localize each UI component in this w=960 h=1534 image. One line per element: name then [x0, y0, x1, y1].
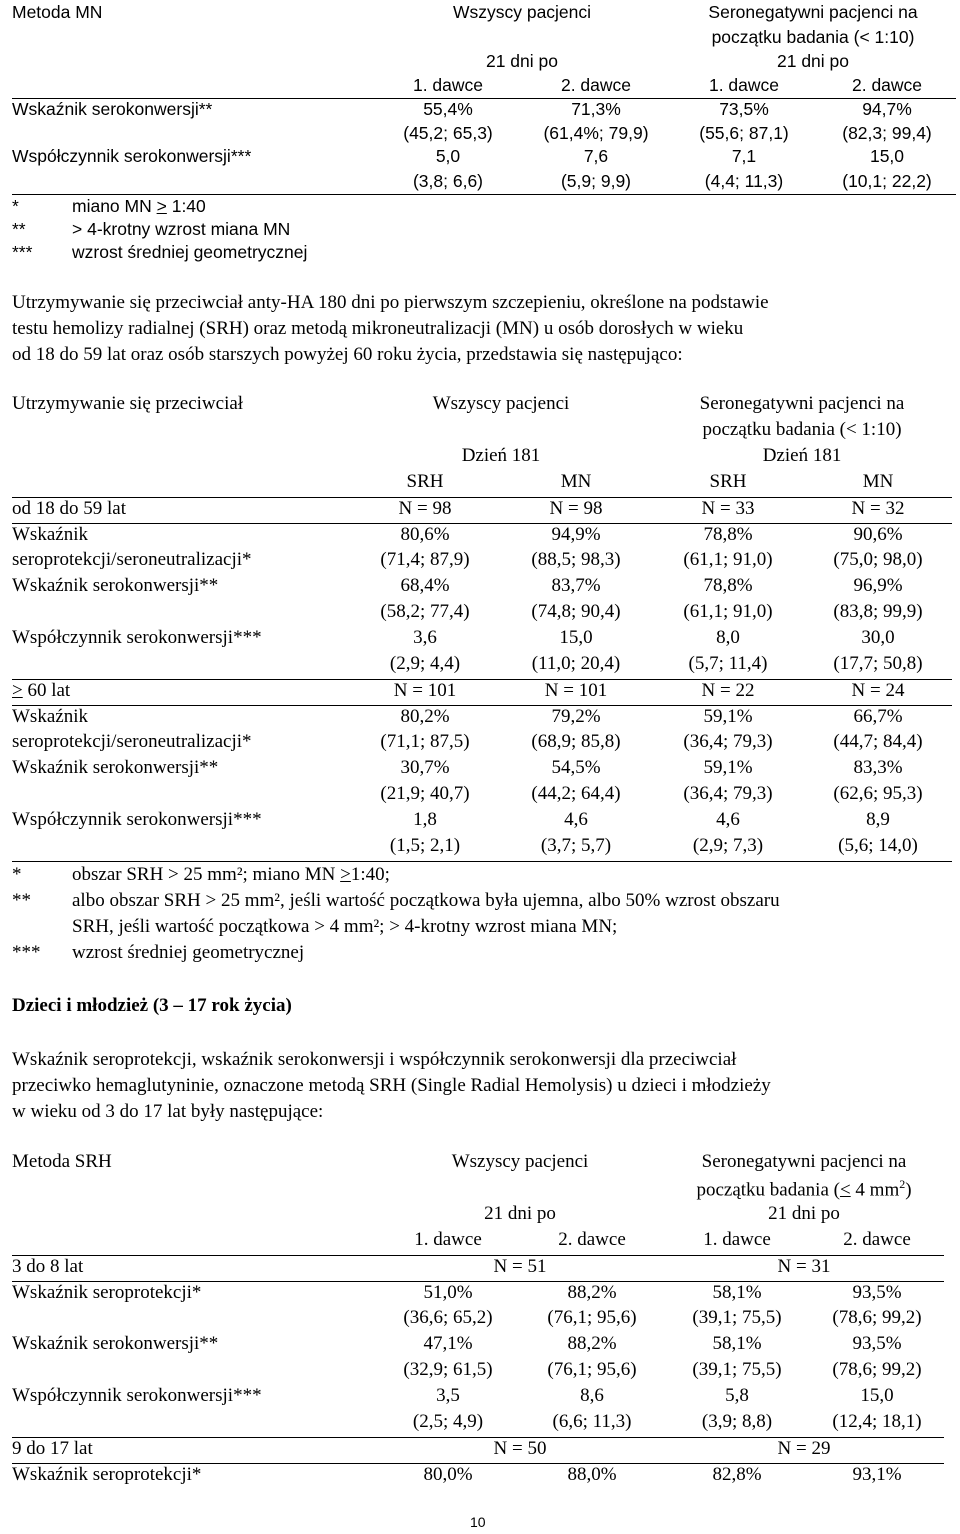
table2-cell: 78,8%: [703, 523, 753, 545]
table2-all-header: Wszyscy pacjenci: [432, 393, 570, 414]
table2-n: N = 22: [652, 679, 804, 705]
table3-ci: (39,1; 75,5): [692, 1359, 782, 1380]
table3-dose2-sero: 2. dawce: [810, 1229, 944, 1255]
table3-row-label: Wskaźnik seroprotekcji*: [12, 1281, 202, 1303]
table2-row-label: Współczynnik serokonwersji***: [12, 809, 262, 830]
table2-row-label: Współczynnik serokonwersji***: [12, 627, 262, 648]
table2-row-label: Wskaźnik: [12, 523, 88, 545]
table2-ci: (5,6; 14,0): [804, 835, 952, 861]
table3-cell: 51,0%: [423, 1281, 473, 1303]
table1-grid: [12, 2, 956, 195]
table1-cell: 94,7%: [862, 98, 912, 119]
table2-day-sero: Dzień 181: [762, 445, 842, 466]
table3-cell: 15,0: [860, 1385, 894, 1406]
table1-ci: (61,4%; 79,9): [543, 123, 649, 143]
table2-ci: (61,1; 91,0): [683, 549, 773, 570]
table3-cell: 82,8%: [712, 1463, 762, 1485]
table2-cell: 59,1%: [703, 757, 753, 778]
table2-cell: 3,6: [413, 627, 437, 648]
table1-cell: 7,6: [583, 146, 609, 166]
table2-sero-header-line2: początku badania (< 1:10): [702, 419, 902, 440]
table2-cell: 80,2%: [400, 705, 450, 727]
table3-ci: (6,6; 11,3): [520, 1411, 664, 1437]
table1-footnote-3: *** wzrost średniej geometrycznej: [12, 242, 308, 262]
table3-n-all: N = 51: [376, 1255, 664, 1281]
table3-days-all: 21 dni po: [484, 1203, 556, 1224]
paragraph-line: przeciwko hemaglutyninie, oznaczone metodą SRH (Single Radial Hemolysis) u dzieci i młodzieży: [12, 1075, 771, 1096]
table2-ci: (1,5; 2,1): [350, 835, 500, 861]
table2-mn-header: MN: [804, 471, 952, 497]
table1-dose2-sero: 2. dawce: [818, 75, 956, 98]
table3-cell: 88,2%: [567, 1333, 617, 1354]
table2-cell: 30,0: [861, 627, 895, 648]
table1-dose2-all: 2. dawce: [522, 75, 670, 98]
table3-cell: 88,0%: [567, 1463, 617, 1485]
table1-footnote-1: * miano MN > 1:40: [12, 196, 206, 216]
table2-n: N = 24: [804, 679, 952, 705]
table2-group-label: od 18 do 59 lat: [12, 497, 350, 523]
table1-ci: (10,1; 22,2): [818, 171, 956, 194]
paragraph-line: od 18 do 59 lat oraz osób starszych powyżej 60 roku życia, przedstawia się następująco:: [12, 344, 683, 365]
table2-ci: (36,4; 79,3): [683, 731, 773, 752]
table1-sero-header-line1: Seronegatywni pacjenci na: [708, 2, 918, 22]
table1-ci: (4,4; 11,3): [670, 171, 818, 194]
table2-cell: 68,4%: [400, 575, 450, 596]
table1-ci: (82,3; 99,4): [842, 123, 932, 143]
table1-days-sero: 21 dni po: [777, 51, 850, 71]
table2-row-label: Wskaźnik serokonwersji**: [12, 575, 219, 596]
table2-title-header: Utrzymywanie się przeciwciał: [12, 393, 244, 414]
table1-ci: (3,8; 6,6): [374, 171, 522, 194]
table2-cell: 54,5%: [551, 757, 601, 778]
table2-cell: 1,8: [413, 809, 437, 830]
table3-cell: 47,1%: [423, 1333, 473, 1354]
table2-cell: 96,9%: [853, 575, 903, 596]
table2-ci: (61,1; 91,0): [683, 601, 773, 622]
table2-ci: (21,9; 40,7): [380, 783, 470, 804]
table1-ci: (45,2; 65,3): [403, 123, 493, 143]
table3-ci: (32,9; 61,5): [403, 1359, 493, 1380]
table3-row-label: Współczynnik serokonwersji***: [12, 1385, 262, 1406]
table2-cell: 4,6: [564, 809, 588, 830]
table1-days-all: 21 dni po: [485, 51, 558, 71]
page-number: 10: [470, 1514, 486, 1530]
table3-days-sero: 21 dni po: [768, 1203, 840, 1224]
table2-ci: (2,9; 4,4): [350, 653, 500, 679]
table2-cell: 90,6%: [853, 523, 903, 545]
table1-cell: 55,4%: [423, 98, 473, 119]
table3-sero-header-line1: Seronegatywni pacjenci na: [701, 1151, 907, 1172]
table2-ci: (83,8; 99,9): [833, 601, 923, 622]
table2-srh-header: SRH: [350, 471, 500, 497]
table1-dose1-sero: 1. dawce: [670, 75, 818, 98]
table3-dose1-sero: 1. dawce: [664, 1229, 810, 1255]
table3-dose2-all: 2. dawce: [520, 1229, 664, 1255]
table2-ci: (44,7; 84,4): [833, 731, 923, 752]
table3-method-header: Metoda SRH: [12, 1151, 112, 1172]
table1-row-label: Współczynnik serokonwersji***: [12, 146, 252, 166]
table2-footnote-3: *** wzrost średniej geometrycznej: [12, 942, 305, 963]
table3-row-label: Wskaźnik serokonwersji**: [12, 1333, 219, 1354]
table2-day-all: Dzień 181: [461, 445, 541, 466]
table1-cell: 71,3%: [571, 98, 621, 119]
table3-cell: 58,1%: [712, 1281, 762, 1303]
table2-footnote-2: ** albo obszar SRH > 25 mm², jeśli wartość początkowa była ujemna, albo 50% wzrost obszaru: [12, 890, 780, 911]
table3-sero-header-line2: początku badania (< 4 $mm^2$): [696, 1177, 912, 1201]
table2-cell: 15,0: [559, 627, 593, 648]
table1-all-header: Wszyscy pacjenci: [452, 2, 592, 22]
table2-ci: (58,2; 77,4): [380, 601, 470, 622]
section-heading: Dzieci i młodzież (3 – 17 rok życia): [12, 995, 292, 1016]
table3-n-sero: N = 29: [664, 1437, 944, 1463]
table3-n-sero: N = 31: [664, 1255, 944, 1281]
table2-group-label: > 60 lat: [12, 679, 350, 705]
table2-srh-header: SRH: [652, 471, 804, 497]
paragraph-antibody-persistence: [12, 290, 942, 368]
table3-group-label: 3 do 8 lat: [12, 1255, 376, 1281]
table2-cell: 30,7%: [400, 757, 450, 778]
table2-cell: 83,3%: [853, 757, 903, 778]
table2-ci: (11,0; 20,4): [500, 653, 652, 679]
paragraph-line: Wskaźnik seroprotekcji, wskaźnik serokonwersji i współczynnik serokonwersji dla przeciwciał: [12, 1049, 737, 1070]
table3-ci: (78,6; 99,2): [832, 1359, 922, 1380]
table3-ci: (3,9; 8,8): [664, 1411, 810, 1437]
table2-cell: 79,2%: [551, 705, 601, 727]
table1-dose1-all: 1. dawce: [374, 75, 522, 98]
table3-ci: (12,4; 18,1): [810, 1411, 944, 1437]
table3-cell: 88,2%: [567, 1281, 617, 1303]
paragraph-line: testu hemolizy radialnej (SRH) oraz metodą mikroneutralizacji (MN) u osób dorosłych w wieku: [12, 318, 744, 339]
table3-grid: [12, 1151, 944, 1489]
table2-n: N = 33: [652, 497, 804, 523]
table1-method-header: Metoda MN: [12, 2, 103, 22]
table2-ci: (3,7; 5,7): [500, 835, 652, 861]
table3-cell: 8,6: [580, 1385, 604, 1406]
table2-ci: (71,1; 87,5): [380, 731, 470, 752]
table3-ci: (39,1; 75,5): [692, 1307, 782, 1328]
table3-n-all: N = 50: [376, 1437, 664, 1463]
table2-ci: (2,9; 7,3): [652, 835, 804, 861]
table3-cell: 93,1%: [852, 1463, 902, 1485]
table2-ci: (74,8; 90,4): [531, 601, 621, 622]
table1-ci: (55,6; 87,1): [699, 123, 789, 143]
table1-cell: 15,0: [869, 146, 905, 166]
table3-group-label: 9 do 17 lat: [12, 1437, 376, 1463]
table3-row-label: Wskaźnik seroprotekcji*: [12, 1463, 202, 1485]
table2-n: N = 101: [500, 679, 652, 705]
paragraph-children-srh: [12, 1047, 942, 1125]
table3-ci: (76,1; 95,6): [547, 1359, 637, 1380]
paragraph-line: Utrzymywanie się przeciwciał anty-HA 180 dni po pierwszym szczepieniu, określone na podstawie: [12, 292, 769, 313]
table3-ci: (76,1; 95,6): [547, 1307, 637, 1328]
table3-cell: 58,1%: [712, 1333, 762, 1354]
table2-ci: (62,6; 95,3): [833, 783, 923, 804]
table3-ci: (2,5; 4,9): [376, 1411, 520, 1437]
table2-ci: (71,4; 87,9): [380, 549, 470, 570]
table1-sero-header-line2: początku badania (< 1:10): [711, 27, 915, 47]
table2-mn-header: MN: [500, 471, 652, 497]
table2-cell: 83,7%: [551, 575, 601, 596]
table3-all-header: Wszyscy pacjenci: [451, 1151, 589, 1172]
table3-dose1-all: 1. dawce: [376, 1229, 520, 1255]
table3-cell: 80,0%: [423, 1463, 473, 1485]
table2-ci: (68,9; 85,8): [531, 731, 621, 752]
table2-cell: 8,0: [716, 627, 740, 648]
table2-sero-header-line1: Seronegatywni pacjenci na: [699, 393, 905, 414]
paragraph-line: w wieku od 3 do 17 lat były następujące:: [12, 1101, 324, 1122]
table3-ci: (36,6; 65,2): [403, 1307, 493, 1328]
table2-n: N = 98: [500, 497, 652, 523]
table1-cell: 5,0: [435, 146, 461, 166]
table2-cell: 59,1%: [703, 705, 753, 727]
table2-cell: 8,9: [866, 809, 890, 830]
table2-cell: 78,8%: [703, 575, 753, 596]
table2-cell: 66,7%: [853, 705, 903, 727]
table2-row-label: Wskaźnik serokonwersji**: [12, 757, 219, 778]
table1-ci: (5,9; 9,9): [522, 171, 670, 194]
table2-ci: (44,2; 64,4): [531, 783, 621, 804]
table2-ci: (36,4; 79,3): [683, 783, 773, 804]
table2-row-label: seroprotekcji/seroneutralizacji*: [12, 549, 252, 570]
table2-row-label: Wskaźnik: [12, 705, 88, 727]
table3-cell: 93,5%: [852, 1333, 902, 1354]
table2-ci: (88,5; 98,3): [531, 549, 621, 570]
table2-ci: (5,7; 11,4): [652, 653, 804, 679]
table2-n: N = 98: [350, 497, 500, 523]
table3-cell: 93,5%: [852, 1281, 902, 1303]
table2-grid: [12, 393, 952, 862]
table2-n: N = 101: [350, 679, 500, 705]
table1-footnote-2: ** > 4-krotny wzrost miana MN: [12, 219, 291, 239]
table2-row-label: seroprotekcji/seroneutralizacji*: [12, 731, 252, 752]
table2-cell: 80,6%: [400, 523, 450, 545]
table2-cell: 94,9%: [551, 523, 601, 545]
table2-footnote-2-cont: SRH, jeśli wartość początkowa > 4 mm²; > 4-krotny wzrost miana MN;: [72, 916, 618, 937]
table2-footnote-1: * obszar SRH > 25 mm²; miano MN >1:40;: [12, 864, 390, 885]
table2-cell: 4,6: [716, 809, 740, 830]
table1-cell: 7,1: [731, 146, 757, 166]
table1-row-label: Wskaźnik serokonwersji**: [12, 98, 213, 119]
table1-cell: 73,5%: [719, 98, 769, 119]
table3-cell: 5,8: [725, 1385, 749, 1406]
table2-ci: (75,0; 98,0): [833, 549, 923, 570]
table2-n: N = 32: [804, 497, 952, 523]
table2-ci: (17,7; 50,8): [804, 653, 952, 679]
table3-cell: 3,5: [436, 1385, 460, 1406]
table3-ci: (78,6; 99,2): [832, 1307, 922, 1328]
